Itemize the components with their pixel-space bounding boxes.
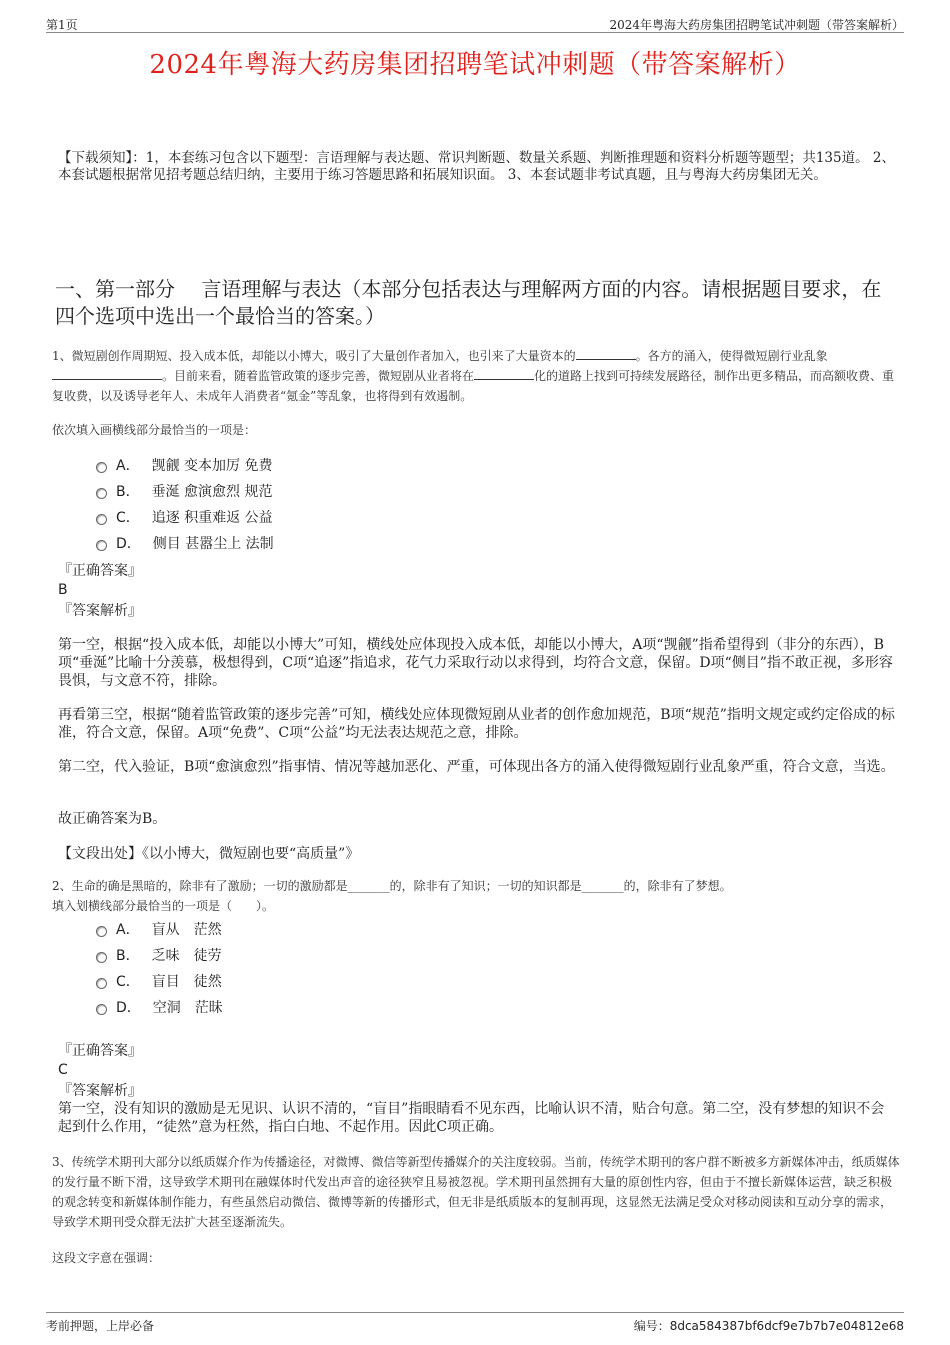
option-text: 侧目 甚嚣尘上 法制: [152, 536, 274, 552]
q1-answer: B: [58, 582, 68, 598]
blank-line: [474, 367, 534, 380]
q1-analysis-paragraph: 第二空，代入验证，B项“愈演愈烈”指事情、情况等越加恶化、严重，可体现出各方的涌入使得微短剧行业乱象严重，符合文意，当选。: [58, 759, 895, 775]
option-letter: B．: [116, 948, 140, 964]
radio-icon[interactable]: [96, 462, 107, 473]
section-heading: 一、第一部分 言语理解与表达（本部分包括表达与理解两方面的内容。请根据题目要求，在四个选项中选出一个最恰当的答案。）: [55, 277, 882, 328]
option-letter: D．: [116, 1000, 141, 1016]
option-text: 垂涎 愈演愈烈 规范: [151, 484, 273, 500]
page-header: [46, 14, 904, 33]
option-letter: A．: [116, 922, 140, 938]
option-letter: B．: [116, 484, 140, 500]
q1-option-b[interactable]: [96, 482, 273, 502]
radio-icon[interactable]: [96, 540, 107, 551]
q2-option-b[interactable]: [96, 946, 222, 966]
q1-analysis-paragraph: 再看第三空，根据“随着监管政策的逐步完善”可知，横线处应体现微短剧从业者的创作愈加规范，B项“规范”指明文规定或约定俗成的标准，符合文意，保留。A项“免费”、C项“公益”均无法表达规范之意，排除。: [58, 707, 895, 741]
q1-answer-label: 『正确答案』: [58, 563, 142, 579]
q2-option-d[interactable]: [96, 998, 223, 1018]
blank-line: [52, 367, 162, 380]
page-footer: [46, 1312, 904, 1333]
option-text: 觊觎 变本加厉 免费: [151, 458, 273, 474]
q2-analysis-label: 『答案解析』: [58, 1083, 142, 1099]
blank-line: [576, 347, 636, 360]
radio-icon[interactable]: [96, 1004, 107, 1015]
radio-icon[interactable]: [96, 514, 107, 525]
q2-answer-label: 『正确答案』: [58, 1043, 142, 1059]
q1-text-part-b: 。各方的涌入，使得微短剧行业乱象: [635, 349, 828, 363]
header-doc-title: 2024年粤海大药房集团招聘笔试冲刺题（带答案解析）: [609, 18, 904, 32]
question-2-text: 2、生命的确是黑暗的，除非有了激励；一切的激励都是_______的，除非有了知识；一切的知识都是_______的，除非有了梦想。: [52, 879, 732, 893]
q2-answer: C: [58, 1062, 68, 1078]
question-1-text: [52, 346, 902, 406]
option-text: 乏味 徒劳: [151, 948, 222, 964]
option-letter: C．: [116, 510, 140, 526]
footer-code-value: 8dca584387bf6dcf9e7b7b7e04812e68: [669, 1319, 904, 1333]
option-letter: D．: [116, 536, 141, 552]
question-3-prompt: 这段文字意在强调：: [52, 1251, 161, 1265]
option-letter: A．: [116, 458, 140, 474]
q1-source: 【文段出处】《以小博大，微短剧也要“高质量”》: [58, 846, 360, 862]
q1-analysis-paragraph: 第一空，根据“投入成本低，却能以小博大”可知，横线处应体现投入成本低，却能以小博大，A项“觊觎”指希望得到（非分的东西），B项“垂涎”比喻十分羡慕，极想得到，C项“追逐”指追求，花气力采取行动以求得到，均符合文意，保留。D项“侧目”指不敢正视，多形容畏惧，与文意不符，排除。: [58, 637, 893, 689]
radio-icon[interactable]: [96, 978, 107, 989]
option-text: 追逐 积重难返 公益: [151, 510, 273, 526]
radio-icon[interactable]: [96, 926, 107, 937]
option-text: 盲目 徒然: [151, 974, 222, 990]
radio-icon[interactable]: [96, 488, 107, 499]
q1-analysis-paragraph: 故正确答案为B。: [58, 811, 167, 827]
question-1-prompt: 依次填入画横线部分最恰当的一项是：: [52, 423, 257, 437]
q1-analysis-label: 『答案解析』: [58, 603, 142, 619]
q1-text-part-a: 1、微短剧创作周期短、投入成本低，却能以小博大，吸引了大量创作者加入，也引来了大量资本的: [52, 349, 576, 363]
download-notice: 【下载须知】：1，本套练习包含以下题型：言语理解与表达题、常识判断题、数量关系题、判断推理题和资料分析题等题型；共135道。 2、本套试题根据常见招考题总结归纳，主要用于练习答题思路和拓展知识面。 3、本套试题非考试真题，且与粤海大药房集团无关。: [58, 150, 895, 183]
q2-analysis: 第一空，没有知识的激励是无见识、认识不清的，“盲目”指眼睛看不见东西，比喻认识不清，贴合句意。第二空，没有梦想的知识不会起到什么作用，“徒然”意为枉然，指白白地、不起作用。因此C项正确。: [58, 1101, 885, 1135]
question-3-text: 3、传统学术期刊大部分以纸质媒介作为传播途径，对微博、微信等新型传播媒介的关注度较弱。当前，传统学术期刊的客户群不断被多方新媒体冲击，纸质媒体的发行量不断下滑，这导致学术期刊在融媒体时代发出声音的途径狭窄且易被忽视。学术期刊虽然拥有大量的原创性内容，但由于不擅长新媒体运营，缺乏积极的观念转变和新媒体制作能力，有些虽然启动微信、微博等新的传播形式，但无非是纸质版本的复制再现，这显然无法满足受众对移动阅读和互动分享的需求，导致学术期刊受众群无法扩大甚至逐渐流失。: [52, 1155, 900, 1229]
q1-option-c[interactable]: [96, 508, 273, 528]
q2-option-c[interactable]: [96, 972, 222, 992]
q1-option-a[interactable]: [96, 456, 272, 476]
q1-option-d[interactable]: [96, 534, 274, 554]
option-text: 空洞 茫昧: [152, 1000, 223, 1016]
q2-option-a[interactable]: [96, 920, 222, 940]
q1-text-part-c: 。目前来看，随着监管政策的逐步完善，微短剧从业者将在: [162, 369, 475, 383]
option-text: 盲从 茫然: [151, 922, 222, 938]
question-2-prompt: 填入划横线部分最恰当的一项是（ ）。: [52, 899, 275, 913]
footer-code-label: 编号：: [633, 1319, 670, 1333]
document-title: 2024年粤海大药房集团招聘笔试冲刺题（带答案解析）: [149, 50, 801, 80]
footer-code: [634, 1317, 904, 1334]
footer-slogan: 考前押题，上岸必备: [46, 1319, 155, 1333]
q1-text-part-d: 化的道路上找到可持续发展路径，制作出更多精品，而高额收费、重复收费，以及诱导老年人、未成年人消费者“氪金”等乱象，也将得到有效遏制。: [52, 369, 895, 403]
radio-icon[interactable]: [96, 952, 107, 963]
page-number: 第1页: [46, 18, 78, 32]
option-letter: C．: [116, 974, 140, 990]
